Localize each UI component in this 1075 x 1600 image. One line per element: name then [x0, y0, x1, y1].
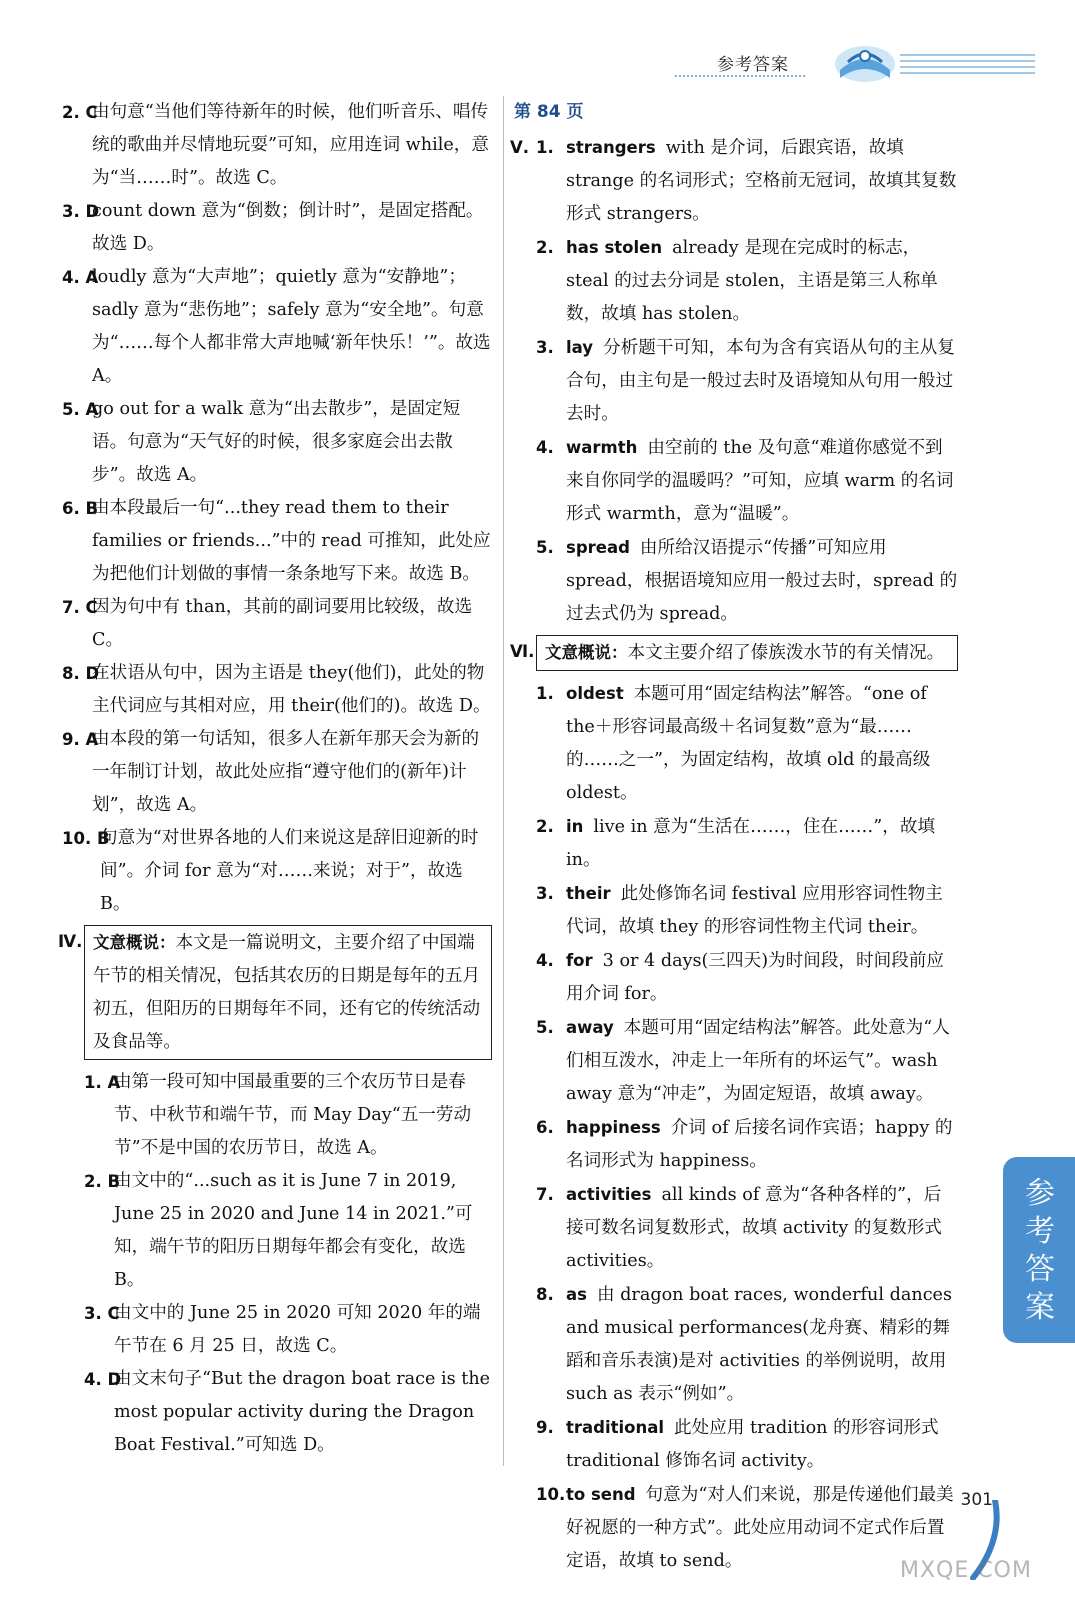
answer-item: 4. warmth 由空前的 the 及句意“难道你感觉不到来自你同学的温暖吗？”可知，应填 warm 的名词形式 warmth，意为“温暖”。	[536, 438, 954, 524]
answer-item: 2. B 由文中的“...such as it is June 7 in 2019, June 25 in 2020 and June 14 in 2021.”可知，端午节的阳历日期每年都会有变化，故选 B。	[84, 1171, 473, 1290]
answer-item: 4. for 3 or 4 days(三四天)为时间段，时间段前应用介词 for。	[536, 951, 944, 1004]
answer-item: 1. strangers with 是介词，后跟宾语，故填 strange 的名词形式；空格前无冠词，故填其复数形式 strangers。	[536, 138, 957, 224]
left-column	[58, 96, 492, 1462]
answer-item: 3. C 由文中的 June 25 in 2020 可知 2020 年的端午节在 6 月 25 日，故选 C。	[84, 1303, 481, 1356]
watermark-text: MXQE.COM	[900, 1558, 1032, 1583]
answer-item: 1. A 由第一段可知中国最重要的三个农历节日是春节、中秋节和端午节，而 May Day“五一劳动节”不是中国的农历节日，故选 A。	[84, 1072, 472, 1158]
answer-item: 1. oldest 本题可用“固定结构法”解答。“one of the＋形容词最高级＋名词复数”意为“最……的……之一”，为固定结构，故填 old 的最高级 oldest。	[536, 684, 931, 803]
answer-item: 6. B 由本段最后一句“...they read them to their families or friends...”中的 read 可推知，此处应为把他们计划做的事情一条条地写下来。故选 B。	[62, 498, 491, 584]
page-number: 301	[960, 1490, 993, 1510]
answer-item: 7. activities all kinds of 意为“各种各样的”，后接可数名词复数形式，故填 activity 的复数形式 activities。	[536, 1185, 942, 1271]
answer-item: 5. A go out for a walk 意为“出去散步”，是固定短语。句意为“天气好的时候，很多家庭会出去散步”。故选 A。	[62, 399, 461, 485]
answer-item: 10. to send 句意为“对人们来说，那是传递他们最美好祝愿的一种方式”。此处应用动词不定式作后置定语，故填 to send。	[536, 1485, 954, 1571]
answer-item: 4. D 由文末句子“But the dragon boat race is the most popular activity during the Dragon Boat Festival.”可知选 D。	[84, 1369, 491, 1455]
answer-item: 3. D count down 意为“倒数；倒计时”，是固定搭配。故选 D。	[62, 201, 484, 254]
answer-item: 3. their 此处修饰名词 festival 应用形容词性物主代词，故填 they 的形容词性物主代词 their。	[536, 884, 943, 937]
answer-item: 9. traditional 此处应用 tradition 的形容词形式 traditional 修饰名词 activity。	[536, 1418, 939, 1471]
column-divider	[503, 96, 504, 1466]
answer-item: 2. has stolen already 是现在完成时的标志，steal 的过去分词是 stolen，主语是第三人称单数，故填 has stolen。	[536, 238, 938, 324]
answer-item: 9. A 由本段的第一句话知，很多人在新年那天会为新的一年制订计划，故此处应指“遵守他们的(新年)计划”，故选 A。	[62, 729, 480, 815]
header-stripes	[900, 54, 1035, 76]
answer-item: 8. as 由 dragon boat races, wonderful dances and musical performances(龙舟赛、精彩的舞蹈和音乐表演)是对 activities 的举例说明，故用 such as 表示“例如”。	[536, 1285, 952, 1404]
book-logo-icon	[830, 40, 900, 86]
answer-item: 6. happiness 介词 of 后接名词作宾语；happy 的名词形式为 happiness。	[536, 1118, 953, 1171]
section-iv	[58, 925, 492, 1462]
side-tab	[1003, 1157, 1075, 1343]
header-dotted-rule	[675, 75, 805, 77]
header-title: 参考答案	[717, 55, 789, 75]
answer-item: 10. B 句意为“对世界各地的人们来说这是辞旧迎新的时间”。介词 for 意为“对……来说；对于”，故选 B。	[62, 828, 479, 914]
page-heading: 第 84 页	[514, 102, 584, 122]
answer-item: 3. lay 分析题干可知，本句为含有宾语从句的主从复合句，由主句是一般过去时及语境知从句用一般过去时。	[536, 338, 955, 424]
section-numeral: Ⅵ.	[510, 642, 535, 661]
summary-box: 文意概说：本文主要介绍了傣族泼水节的有关情况。	[536, 635, 958, 671]
answer-item: 2. C 由句意“当他们等待新年的时候，他们听音乐、唱传统的歌曲并尽情地玩耍”可知，应用连词 while，意为“当……时”。故选 C。	[62, 102, 489, 188]
answer-item: 7. C 因为句中有 than，其前的副词要用比较级，故选 C。	[62, 597, 473, 650]
answer-item: 5. away 本题可用“固定结构法”解答。此处意为“人们相互泼水，冲走上一年所有的坏运气”。wash away 意为“冲走”，为固定短语，故填 away。	[536, 1018, 950, 1104]
answer-item: 8. D 在状语从句中，因为主语是 they(他们)，此处的物主代词应与其相对应，用 their(他们的)。故选 D。	[62, 663, 491, 716]
right-column	[510, 96, 958, 1578]
watermark	[890, 1480, 1060, 1590]
section-vi	[510, 635, 958, 1578]
section-numeral: Ⅴ.	[510, 138, 530, 157]
answer-item: 2. in live in 意为“生活在……，住在……”，故填 in。	[536, 817, 936, 870]
side-tab-label: 参考答案	[1025, 1176, 1055, 1325]
section-v	[510, 131, 958, 631]
page-header	[675, 40, 1035, 90]
answer-item: 4. A loudly 意为“大声地”；quietly 意为“安静地”；sadly 意为“悲伤地”；safely 意为“安全地”。句意为“……每个人都非常大声地喊‘新年快乐！’”。故选 A。	[62, 267, 491, 386]
answer-item: 5. spread 由所给汉语提示“传播”可知应用 spread，根据语境知应用一般过去时，spread 的过去式仍为 spread。	[536, 538, 958, 624]
summary-box: 文意概说：本文是一篇说明文，主要介绍了中国端午节的相关情况，包括其农历的日期是每年的五月初五，但阳历的日期每年不同，还有它的传统活动及食品等。	[84, 925, 492, 1060]
section-numeral: Ⅳ.	[58, 932, 83, 951]
